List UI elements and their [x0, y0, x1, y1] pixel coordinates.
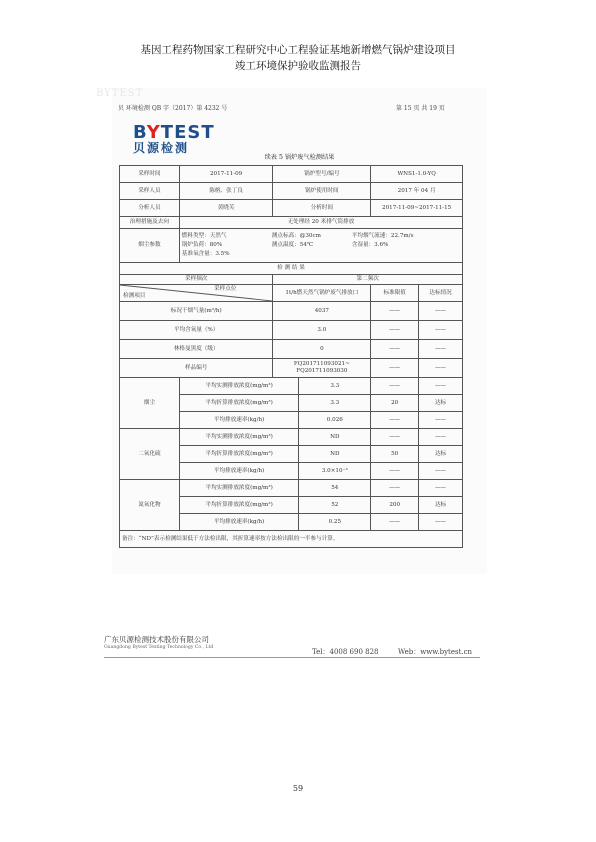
watermark: BYTEST — [96, 88, 144, 99]
table-row: 平均排放速率(kg/h) 0.25 —— —— — [120, 514, 463, 531]
footer-phone: Tel：4008 690 828 — [312, 648, 379, 656]
logo-chinese: 贝源检测 — [133, 141, 190, 155]
document-title-line2: 竣工环境保护验收监测报告 — [235, 60, 361, 72]
info-row: 采样时间 2017-11-09 锅炉型号/编号 WNS1-1.0-YQ — [120, 166, 463, 183]
document-title — [0, 42, 596, 74]
table-row: 二氧化硫 平均实测排放浓度(mg/m³) ND —— —— — [120, 429, 463, 446]
table-row: 平均折算排放浓度(mg/m³) ND 50 达标 — [120, 446, 463, 463]
footer-divider — [104, 657, 480, 658]
flue-params: 燃料类型：天然气 测点标高：@30cm 平均烟气流速：22.7m/s 锅炉负荷：80% 测点温度：54℃ 含湿量：3.6% 基准氧含量：3.5% — [179, 229, 462, 263]
flue-params-row: 烟尘参数 燃料类型：天然气 测点标高：@30cm 平均烟气流速：22.7m/s 锅炉负荷：80% 测点温度：54℃ 含湿量：3.6% 基准氧含量：3.5% — [120, 229, 463, 263]
table-row: 标况干烟气量(m³/h) 4037 —— —— — [120, 302, 463, 321]
footer-company: 广东贝源检测技术股份有限公司 — [104, 635, 209, 644]
diagonal-header-cell: 采样点位 检测项目 — [120, 285, 273, 302]
table-row: 平均折算排放浓度(mg/m³) 3.3 20 达标 — [120, 395, 463, 412]
pollutant-dust: 烟尘 — [120, 378, 180, 429]
table-row: 平均排放速率(kg/h) 0.026 —— —— — [120, 412, 463, 429]
info-row: 治理措施及去向 无处理经 20 米排气筒排放 — [120, 217, 463, 229]
logo-english: BYTEST — [133, 122, 215, 143]
footer-company-en: Guangdong Bytest Testing Technology Co., Ltd — [104, 645, 214, 650]
table-row: 平均折算排放浓度(mg/m³) 52 200 达标 — [120, 497, 463, 514]
pollutant-so2: 二氧化硫 — [120, 429, 180, 480]
note-row — [120, 531, 463, 548]
table-row: 氮氧化物 平均实测排放浓度(mg/m³) 54 —— —— — [120, 480, 463, 497]
results-header-row: 采样点位 检测项目 1t/h燃天然气锅炉废气排放口 标准限值 达标情况 — [120, 285, 463, 302]
info-row: 分析人员 黄晓芙 分析时间 2017-11-09~2017-11-15 — [120, 200, 463, 217]
results-heading-row: 检 测 结 果 — [120, 263, 463, 275]
footer-website: Web：www.bytest.cn — [398, 648, 473, 656]
report-page-indicator: 第 15 页 共 19 页 — [396, 105, 445, 112]
table-row: 烟尘 平均实测排放浓度(mg/m³) 3.3 —— —— — [120, 378, 463, 395]
table-row: 平均排放速率(kg/h) 3.0×10⁻³ —— —— — [120, 463, 463, 480]
bytest-logo — [133, 124, 215, 155]
table-title: 续表 5 锅炉废气检测结果 — [264, 154, 335, 161]
pollutant-nox: 氮氧化物 — [120, 480, 180, 531]
document-title-line1: 基因工程药物国家工程研究中心工程验证基地新增燃气锅炉建设项目 — [140, 44, 456, 56]
boiler-exhaust-results-table — [119, 165, 463, 548]
table-row: 林格曼黑度（级） 0 —— —— — [120, 340, 463, 359]
table-note: 备注：“ND”表示检测结果低于方法检出限，其折算速率按方法检出限的一半参与计算。 — [120, 531, 463, 548]
info-row: 采样人员 陈榕、张丁良 锅炉使用时间 2017 年 04 月 — [120, 183, 463, 200]
table-row: 样品编号 FQ201711093021~ FQ201711093030 —— —— — [120, 359, 463, 378]
table-row: 平均含氧量（%） 3.0 —— —— — [120, 321, 463, 340]
page-number: 59 — [292, 784, 304, 793]
report-reference: 贝 环境检测 QB 字（2017）第 4232 号 — [118, 105, 228, 112]
results-header-row: 采样频次 第二频次 — [120, 275, 463, 285]
